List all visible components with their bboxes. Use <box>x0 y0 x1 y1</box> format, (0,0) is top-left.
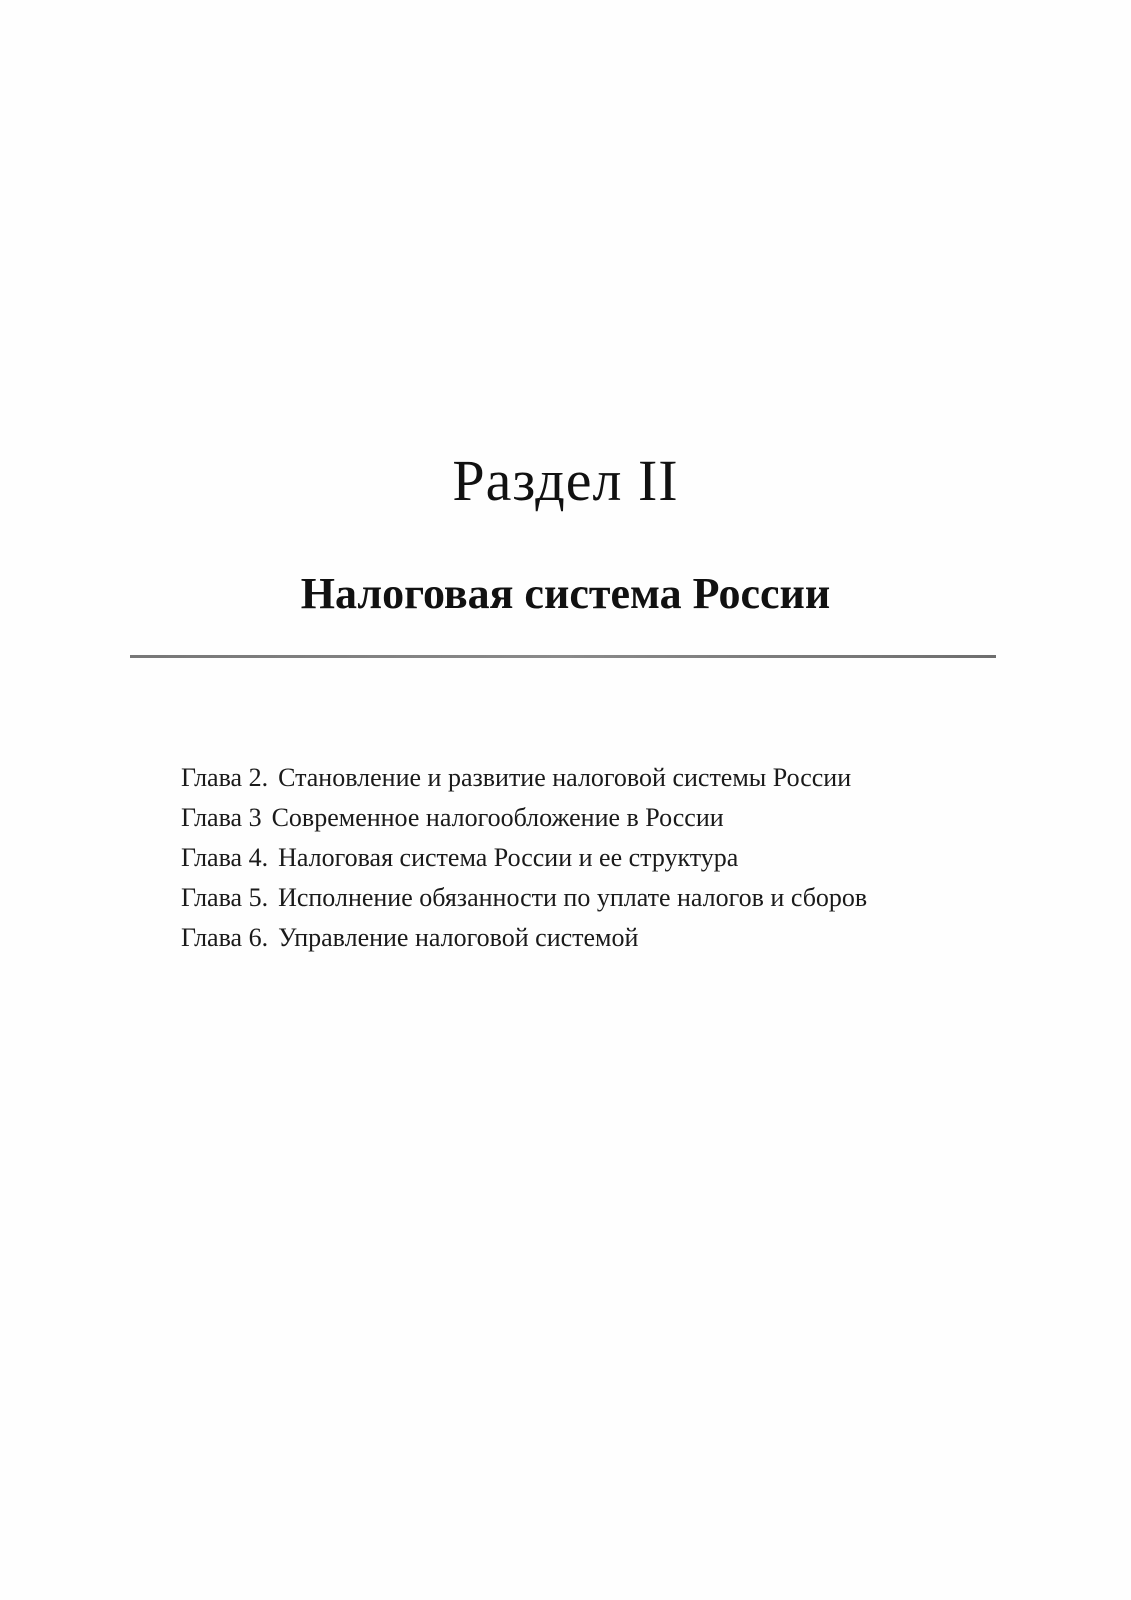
chapter-title: Управление налоговой системой <box>278 923 639 952</box>
chapter-title: Современное налогообложение в России <box>271 803 724 832</box>
chapter-prefix: Глава 6. <box>181 923 269 952</box>
section-title: Налоговая система России <box>300 569 831 618</box>
chapter-item <box>181 918 1041 958</box>
chapter-prefix: Глава 3 <box>181 803 262 832</box>
chapter-title: Налоговая система России и ее структура <box>278 843 739 872</box>
chapter-prefix: Глава 5. <box>181 883 269 912</box>
chapter-item <box>181 878 1041 918</box>
section-label: Раздел II <box>452 448 679 513</box>
chapter-title: Становление и развитие налоговой системы России <box>278 763 852 792</box>
chapter-prefix: Глава 2. <box>181 763 269 792</box>
chapter-list <box>181 758 1041 958</box>
chapter-item <box>181 758 1041 798</box>
chapter-prefix: Глава 4. <box>181 843 269 872</box>
chapter-item <box>181 838 1041 878</box>
horizontal-divider <box>130 655 996 658</box>
chapter-title: Исполнение обязанности по уплате налогов и сборов <box>278 883 868 912</box>
chapter-item <box>181 798 1041 838</box>
